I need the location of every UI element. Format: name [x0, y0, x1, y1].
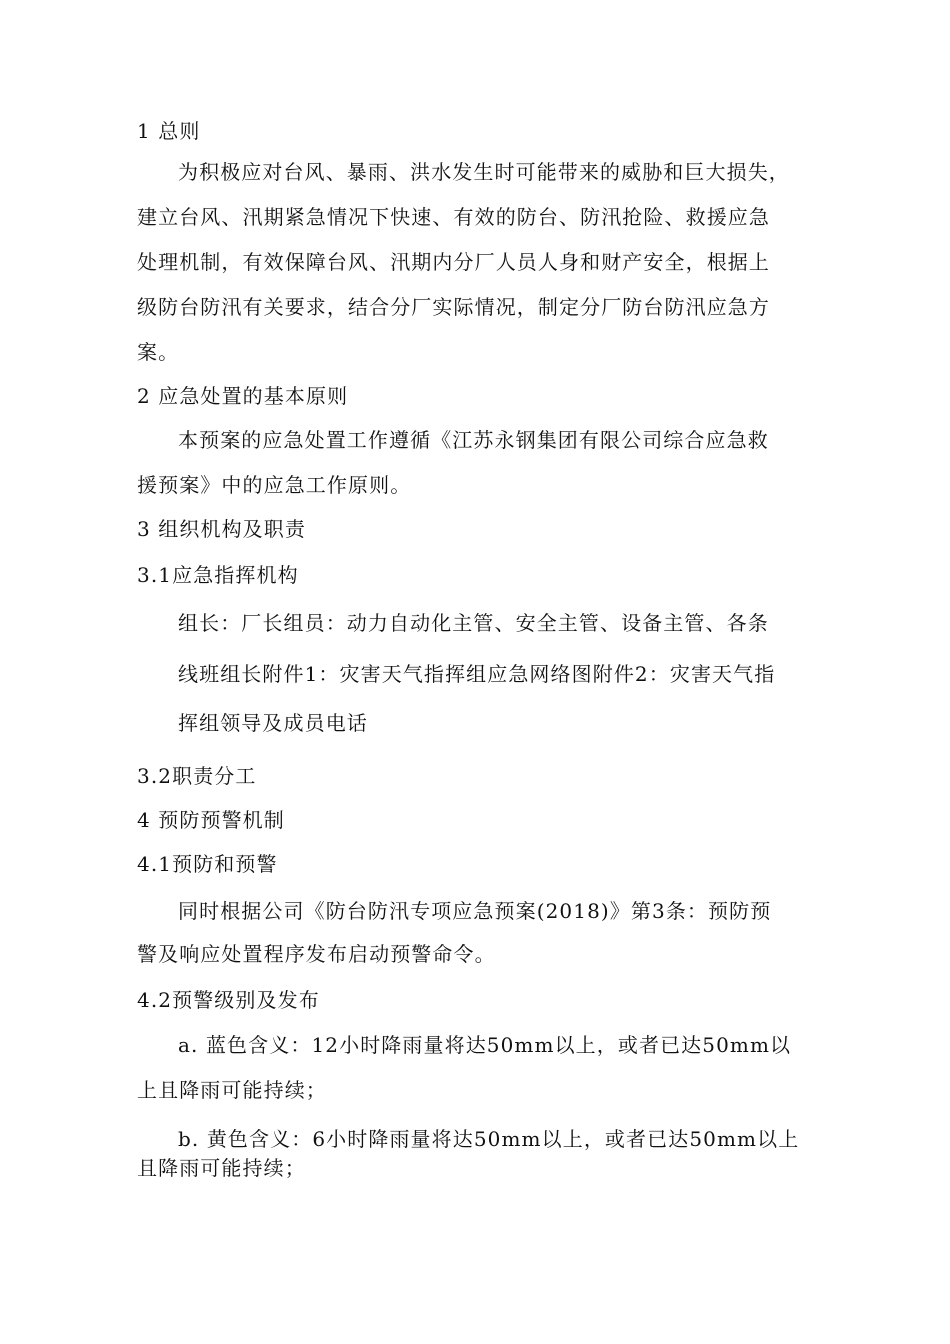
section-4-1-paragraph-line: 警及响应处置程序发布启动预警命令。	[137, 942, 496, 966]
section-2-heading: 2 应急处置的基本原则	[137, 384, 349, 408]
section-2-paragraph-line: 本预案的应急处置工作遵循《江苏永钢集团有限公司综合应急救	[178, 428, 769, 452]
warning-item-b-line: b. 黄色含义：6小时降雨量将达50mm以上，或者已达50mm以上	[178, 1127, 800, 1151]
section-1-paragraph-line: 案。	[137, 340, 180, 364]
section-3-2-heading: 3.2职责分工	[137, 764, 257, 788]
section-4-1-paragraph-line: 同时根据公司《防台防汛专项应急预案(2018)》第3条：预防预	[178, 899, 772, 923]
section-1-heading: 1 总则	[137, 119, 201, 143]
warning-item-a-line: 上且降雨可能持续；	[137, 1078, 327, 1102]
section-4-1-heading: 4.1预防和预警	[137, 852, 278, 876]
section-2-paragraph-line: 援预案》中的应急工作原则。	[137, 473, 412, 497]
section-1-paragraph-line: 级防台防汛有关要求，结合分厂实际情况，制定分厂防台防汛应急方	[137, 295, 770, 319]
section-1-paragraph-line: 为积极应对台风、暴雨、洪水发生时可能带来的威胁和巨大损失，	[178, 160, 790, 184]
section-4-2-heading: 4.2预警级别及发布	[137, 988, 320, 1012]
warning-item-a-line: a. 蓝色含义：12小时降雨量将达50mm以上，或者已达50mm以	[178, 1033, 792, 1057]
section-3-1-heading: 3.1应急指挥机构	[137, 563, 299, 587]
section-3-1-paragraph-line: 组长：厂长组员：动力自动化主管、安全主管、设备主管、各条	[178, 611, 769, 635]
section-3-heading: 3 组织机构及职责	[137, 517, 306, 541]
warning-item-b-line: 且降雨可能持续；	[137, 1156, 306, 1180]
section-1-paragraph-line: 建立台风、汛期紧急情况下快速、有效的防台、防汛抢险、救援应急	[137, 205, 770, 229]
section-1-paragraph-line: 处理机制，有效保障台风、汛期内分厂人员人身和财产安全，根据上	[137, 250, 770, 274]
section-3-1-paragraph-line: 线班组长附件1：灾害天气指挥组应急网络图附件2：灾害天气指	[178, 662, 776, 686]
section-3-1-paragraph-line: 挥组领导及成员电话	[178, 711, 368, 735]
section-4-heading: 4 预防预警机制	[137, 808, 285, 832]
